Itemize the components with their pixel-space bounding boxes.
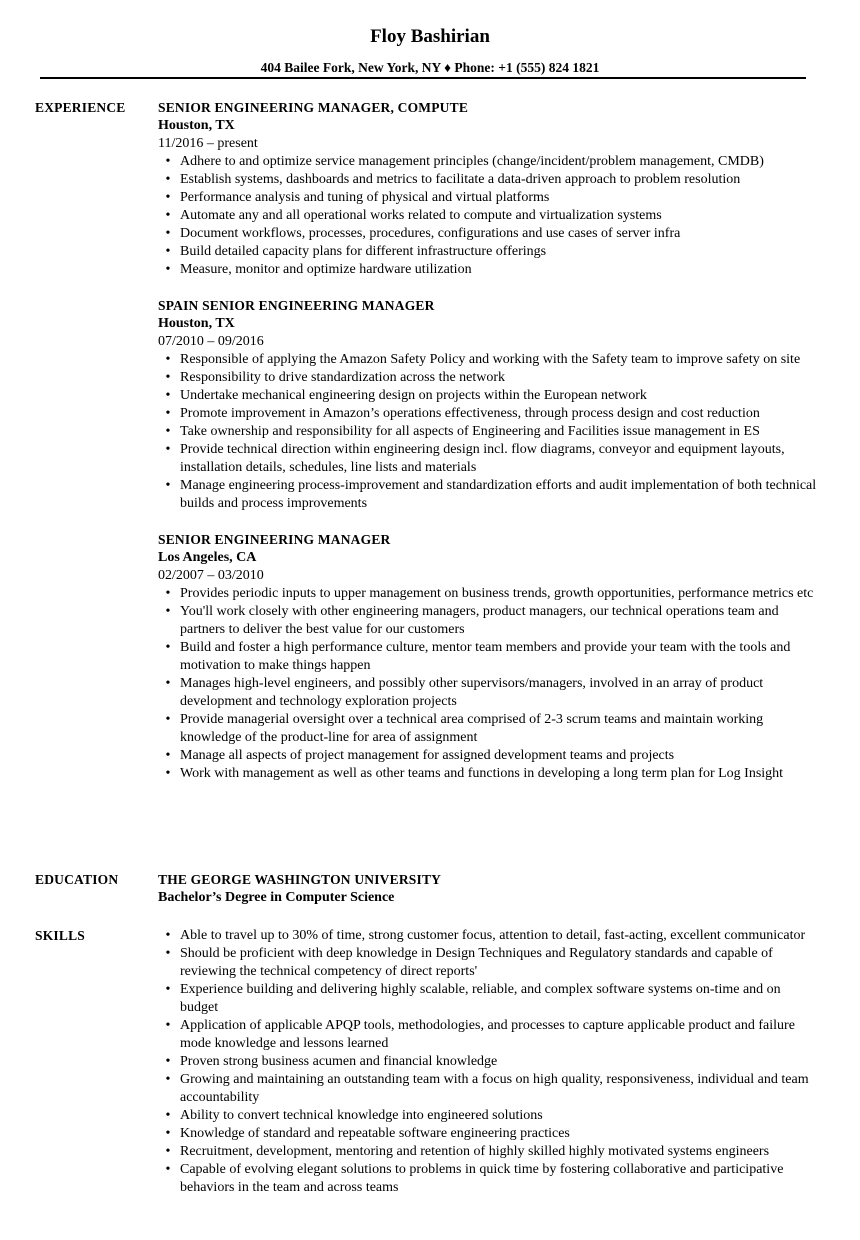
bullet-icon: • [165,1162,171,1177]
bullet-icon: • [165,1054,171,1069]
skills-content [158,927,818,1197]
bullet-icon: • [165,154,171,169]
bullet-text: Adhere to and optimize service management principles (change/incident/problem management, CMDB) [180,154,764,169]
bullet-text: Proven strong business acumen and financial knowledge [180,1054,498,1069]
bullet-text: Performance analysis and tuning of physical and virtual platforms [180,190,550,205]
bullet-text: Able to travel up to 30% of time, strong customer focus, attention to detail, fast-acting, excellent communicator [180,928,806,943]
bullet-text: Undertake mechanical engineering design on projects within the European network [180,388,647,403]
bullet-icon: • [165,982,171,997]
list-item [158,1053,818,1071]
job-title: SENIOR ENGINEERING MANAGER, COMPUTE [158,100,469,115]
bullet-text: Establish systems, dashboards and metrics to facilitate a data-driven approach to problem resolution [180,172,741,187]
list-item [158,225,818,243]
job-title: SPAIN SENIOR ENGINEERING MANAGER [158,298,435,313]
bullet-icon: • [165,946,171,961]
bullet-text: Application of applicable APQP tools, methodologies, and processes to capture applicable product and failure mode knowledge and lessons learned [180,1018,795,1051]
bullet-text: Manages high-level engineers, and possibly other supervisors/managers, involved in an array of product development and technology exploration projects [180,676,764,709]
bullet-icon: • [165,766,171,781]
bullet-icon: • [165,712,171,727]
list-item [158,1071,818,1107]
bullet-icon: • [165,748,171,763]
list-item [158,423,818,441]
list-item [158,369,818,387]
degree: Bachelor’s Degree in Computer Science [158,890,395,905]
list-item [158,171,818,189]
bullet-text: Measure, monitor and optimize hardware utilization [180,262,472,277]
bullet-icon: • [165,208,171,223]
job-title: SENIOR ENGINEERING MANAGER [158,532,391,547]
bullet-icon: • [165,172,171,187]
bullet-icon: • [165,1108,171,1123]
bullet-icon: • [165,226,171,241]
bullet-text: Experience building and delivering highly scalable, reliable, and complex software systems on-time and on budget [180,982,781,1015]
bullet-text: Responsible of applying the Amazon Safety Policy and working with the Safety team to improve safety on site [180,352,801,367]
list-item [158,405,818,423]
job-dates: 02/2007 – 03/2010 [158,568,264,583]
list-item [158,927,818,945]
bullet-text: Provide managerial oversight over a technical area comprised of 2-3 scrum teams and maintain working knowledge of the product-line for area of assignment [180,712,764,745]
bullet-text: Take ownership and responsibility for all aspects of Engineering and Facilities issue management in ES [180,424,760,439]
bullet-icon: • [165,424,171,439]
bullet-icon: • [165,478,171,493]
list-item [158,189,818,207]
bullet-text: Build detailed capacity plans for different infrastructure offerings [180,244,547,259]
list-item [158,1125,818,1143]
job-entry [158,531,818,783]
list-item [158,945,818,981]
list-item [158,711,818,747]
list-item [158,441,818,477]
job-location: Houston, TX [158,316,235,331]
list-item [158,675,818,711]
list-item [158,207,818,225]
list-item [158,747,818,765]
bullet-icon: • [165,244,171,259]
skills-bullets [158,927,818,1197]
list-item [158,639,818,675]
list-item [158,477,818,513]
bullet-text: Manage all aspects of project management for assigned development teams and projects [180,748,675,763]
list-item [158,981,818,1017]
education-content [158,871,818,907]
skills-heading: SKILLS [35,928,85,943]
bullet-icon: • [165,1126,171,1141]
bullet-text: Promote improvement in Amazon’s operations effectiveness, through process design and cost reduction [180,406,760,421]
bullet-icon: • [165,352,171,367]
experience-heading: EXPERIENCE [35,100,126,115]
job-entry [158,297,818,513]
bullet-text: Recruitment, development, mentoring and retention of highly skilled highly motivated systems engineers [180,1144,770,1159]
list-item [158,351,818,369]
job-bullets [158,153,818,279]
list-item [158,153,818,171]
bullet-text: Manage engineering process-improvement and standardization efforts and audit implementation of both technical builds and process improvements [180,478,817,511]
header-divider [40,77,806,79]
bullet-text: Build and foster a high performance culture, mentor team members and provide your team with the tools and motivation to make things happen [180,640,791,673]
bullet-text: Capable of evolving elegant solutions to problems in quick time by fostering collaborative and participative behaviors in the team and across teams [180,1162,784,1195]
list-item [158,1107,818,1125]
contact-line: 404 Bailee Fork, New York, NY ♦ Phone: +1 (555) 824 1821 [260,60,600,75]
list-item [158,261,818,279]
experience-content [158,99,818,783]
bullet-icon: • [165,1018,171,1033]
candidate-name: Floy Bashirian [370,26,490,47]
bullet-text: Document workflows, processes, procedures, configurations and use cases of server infra [180,226,681,241]
list-item [158,1143,818,1161]
bullet-text: Work with management as well as other teams and functions in developing a long term plan for Log Insight [180,766,784,781]
bullet-icon: • [165,370,171,385]
job-bullets [158,351,818,513]
bullet-text: Responsibility to drive standardization across the network [180,370,506,385]
bullet-icon: • [165,928,171,943]
bullet-icon: • [165,676,171,691]
job-entry [158,99,818,279]
list-item [158,1017,818,1053]
job-dates: 07/2010 – 09/2016 [158,334,264,349]
bullet-icon: • [165,1144,171,1159]
job-location: Los Angeles, CA [158,550,257,565]
bullet-text: Should be proficient with deep knowledge in Design Techniques and Regulatory standards and capable of reviewing the technical competency of direct reports' [180,946,773,979]
list-item [158,243,818,261]
bullet-icon: • [165,640,171,655]
job-location: Houston, TX [158,118,235,133]
list-item [158,585,818,603]
bullet-text: Provide technical direction within engineering design incl. flow diagrams, conveyor and equipment layouts, installation details, schedules, line lists and materials [180,442,785,475]
list-item [158,1161,818,1197]
bullet-text: Knowledge of standard and repeatable software engineering practices [180,1126,570,1141]
education-heading: EDUCATION [35,872,119,887]
list-item [158,603,818,639]
bullet-text: You'll work closely with other engineering managers, product managers, our technical operations team and partners to deliver the best value for our customers [180,604,779,637]
bullet-icon: • [165,1072,171,1087]
list-item [158,387,818,405]
bullet-icon: • [165,388,171,403]
bullet-icon: • [165,406,171,421]
school-name: THE GEORGE WASHINGTON UNIVERSITY [158,872,442,887]
bullet-icon: • [165,604,171,619]
bullet-icon: • [165,262,171,277]
bullet-text: Ability to convert technical knowledge into engineered solutions [180,1108,543,1123]
job-bullets [158,585,818,783]
bullet-text: Automate any and all operational works related to compute and virtualization systems [180,208,662,223]
bullet-icon: • [165,442,171,457]
list-item [158,765,818,783]
bullet-icon: • [165,190,171,205]
bullet-text: Growing and maintaining an outstanding team with a focus on high quality, responsiveness, individual and team accountability [180,1072,809,1105]
bullet-text: Provides periodic inputs to upper management on business trends, growth opportunities, performance metrics etc [180,586,814,601]
bullet-icon: • [165,586,171,601]
job-dates: 11/2016 – present [158,136,258,151]
